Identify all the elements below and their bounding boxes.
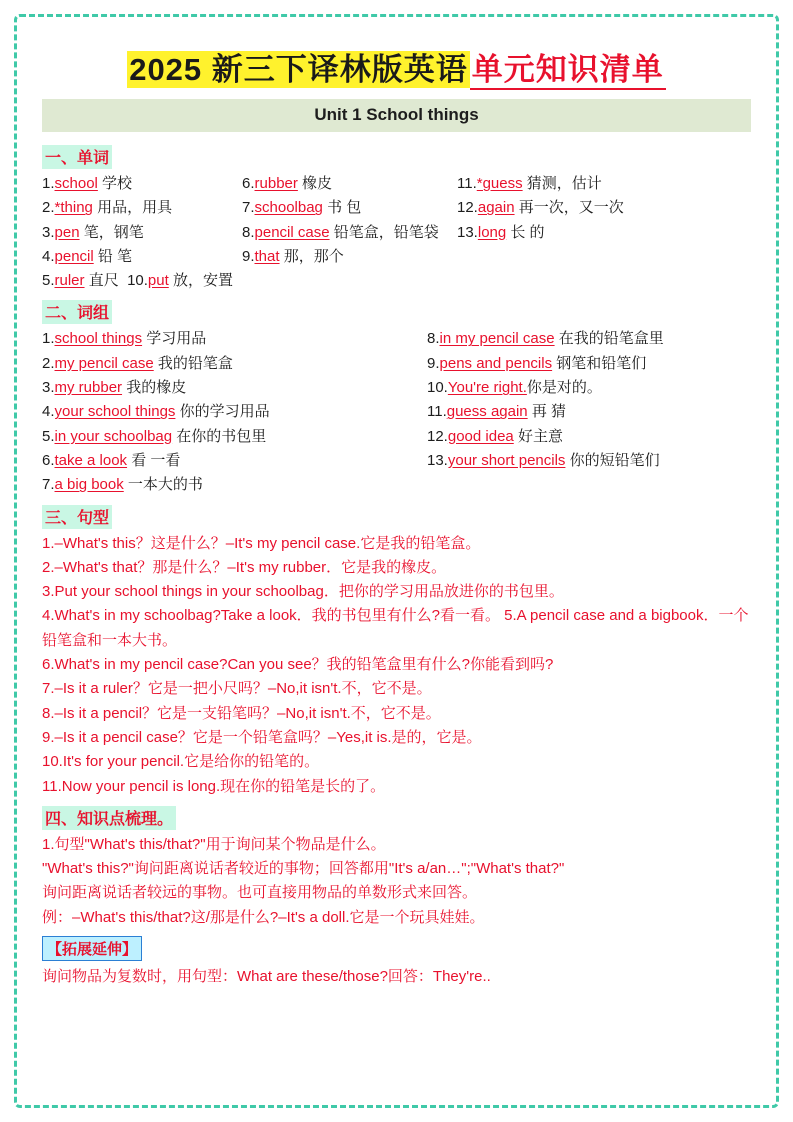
word-item-empty bbox=[242, 269, 457, 293]
phrase-item: 1.school things 学习用品 bbox=[42, 330, 207, 348]
sentence-item: 8.–Is it a pencil？它是一支铅笔吗？–No,it isn't.不，它不是。 bbox=[42, 704, 441, 722]
sentence-item: 10.It's for your pencil.它是给你的铅笔的。 bbox=[42, 753, 320, 771]
word-item: 2.*thing 用品，用具 bbox=[42, 199, 173, 217]
sentence-item: 11.Now your pencil is long.现在你的铅笔是长的了。 bbox=[42, 777, 386, 795]
phrase-item: 7.a big book 一本大的书 bbox=[42, 476, 203, 494]
page-title bbox=[42, 44, 751, 89]
section-sentences-heading: 三、句型 bbox=[42, 505, 112, 529]
word-item-empty bbox=[457, 269, 751, 293]
phrases-grid bbox=[42, 327, 751, 497]
section-sentences bbox=[42, 498, 751, 799]
sentence-item: 3.Put your school things in your schoolbag．把你的学习用品放进你的书包里。 bbox=[42, 583, 564, 601]
word-item: 5.ruler 直尺 10.put 放，安置 bbox=[42, 272, 233, 290]
word-item: 11.*guess 猜测，估计 bbox=[457, 175, 602, 192]
word-item: 9.that 那，那个 bbox=[242, 247, 344, 265]
extend-title: 【拓展延伸】 bbox=[42, 936, 142, 961]
word-item: 8.pencil case 铅笔盒，铅笔袋 bbox=[242, 223, 439, 241]
knowledge-line: 1.句型"What's this/that?"用于询问某个物品是什么。 bbox=[42, 835, 386, 853]
word-item: 1.school 学校 bbox=[42, 175, 133, 192]
phrase-item: 12.good idea 好主意 bbox=[427, 427, 563, 445]
phrase-item: 6.take a look 看 一看 bbox=[42, 451, 181, 469]
phrase-item: 13.your short pencils 你的短铅笔们 bbox=[427, 451, 660, 469]
phrase-item: 10.You're right.你是对的。 bbox=[427, 379, 602, 397]
phrase-item: 11.guess again 再 猜 bbox=[427, 403, 566, 421]
word-item: 13.long 长 的 bbox=[457, 223, 545, 241]
phrase-item: 3.my rubber 我的橡皮 bbox=[42, 379, 187, 397]
extend-line: 询问物品为复数时，用句型：What are these/those?回答：They're.. bbox=[42, 968, 491, 986]
word-item: 4.pencil 铅 笔 bbox=[42, 247, 133, 265]
document-content bbox=[42, 38, 751, 1102]
page-title-part2: 单元知识清单 bbox=[470, 51, 666, 90]
phrase-item: 9.pens and pencils 钢笔和铅笔们 bbox=[427, 354, 647, 372]
section-knowledge-heading: 四、知识点梳理。 bbox=[42, 806, 176, 830]
section-phrases bbox=[42, 293, 751, 497]
section-knowledge bbox=[42, 799, 751, 989]
sentence-item: 2.–What's that？那是什么？–It's my rubber．它是我的橡皮。 bbox=[42, 558, 447, 576]
sentence-item: 6.What's in my pencil case?Can you see？我的铅笔盒里有什么?你能看到吗? bbox=[42, 656, 554, 674]
phrase-item: 5.in your schoolbag 在你的书包里 bbox=[42, 427, 267, 445]
word-item: 7.schoolbag 书 包 bbox=[242, 199, 362, 217]
phrase-item: 2.my pencil case 我的铅笔盒 bbox=[42, 354, 233, 372]
words-grid bbox=[42, 172, 751, 293]
word-item: 6.rubber 橡皮 bbox=[242, 175, 333, 192]
unit-heading: Unit 1 School things bbox=[42, 99, 751, 132]
sentence-item: 1.–What's this？这是什么？–It's my pencil case.它是我的铅笔盒。 bbox=[42, 534, 481, 552]
section-words-heading: 一、单词 bbox=[42, 145, 112, 169]
section-phrases-heading: 二、词组 bbox=[42, 300, 112, 324]
phrase-item: 8.in my pencil case 在我的铅笔盒里 bbox=[427, 330, 664, 348]
knowledge-line: 例：–What's this/that?这/那是什么?–It's a doll.它是一个玩具娃娃。 bbox=[42, 908, 485, 926]
phrase-item: 4.your school things 你的学习用品 bbox=[42, 403, 270, 421]
word-item: 3.pen 笔，钢笔 bbox=[42, 223, 144, 241]
sentence-item: 4.What's in my schoolbag?Take a look．我的书包里有什么?看一看。 5.A pencil case and a bigbook．一个铅笔盒和一本大书。 bbox=[42, 607, 749, 649]
word-item: 12.again 再一次，又一次 bbox=[457, 199, 624, 217]
sentence-item: 7.–Is it a ruler？它是一把小尺吗？–No,it isn't.不，它不是。 bbox=[42, 680, 432, 698]
knowledge-line: "What's this?"询问距离说话者较近的事物；回答都用"It's a/an…";"What's that?" bbox=[42, 860, 565, 878]
page-title-part1: 2025 新三下译林版英语 bbox=[129, 52, 468, 87]
sentences-list bbox=[42, 532, 751, 799]
word-item-empty bbox=[457, 245, 751, 269]
section-words bbox=[42, 138, 751, 293]
knowledge-line: 询问距离说话者较远的事物。也可直接用物品的单数形式来回答。 bbox=[42, 884, 478, 902]
sentence-item: 9.–Is it a pencil case？它是一个铅笔盒吗？–Yes,it is.是的，它是。 bbox=[42, 728, 482, 746]
phrase-item-empty bbox=[427, 473, 751, 497]
